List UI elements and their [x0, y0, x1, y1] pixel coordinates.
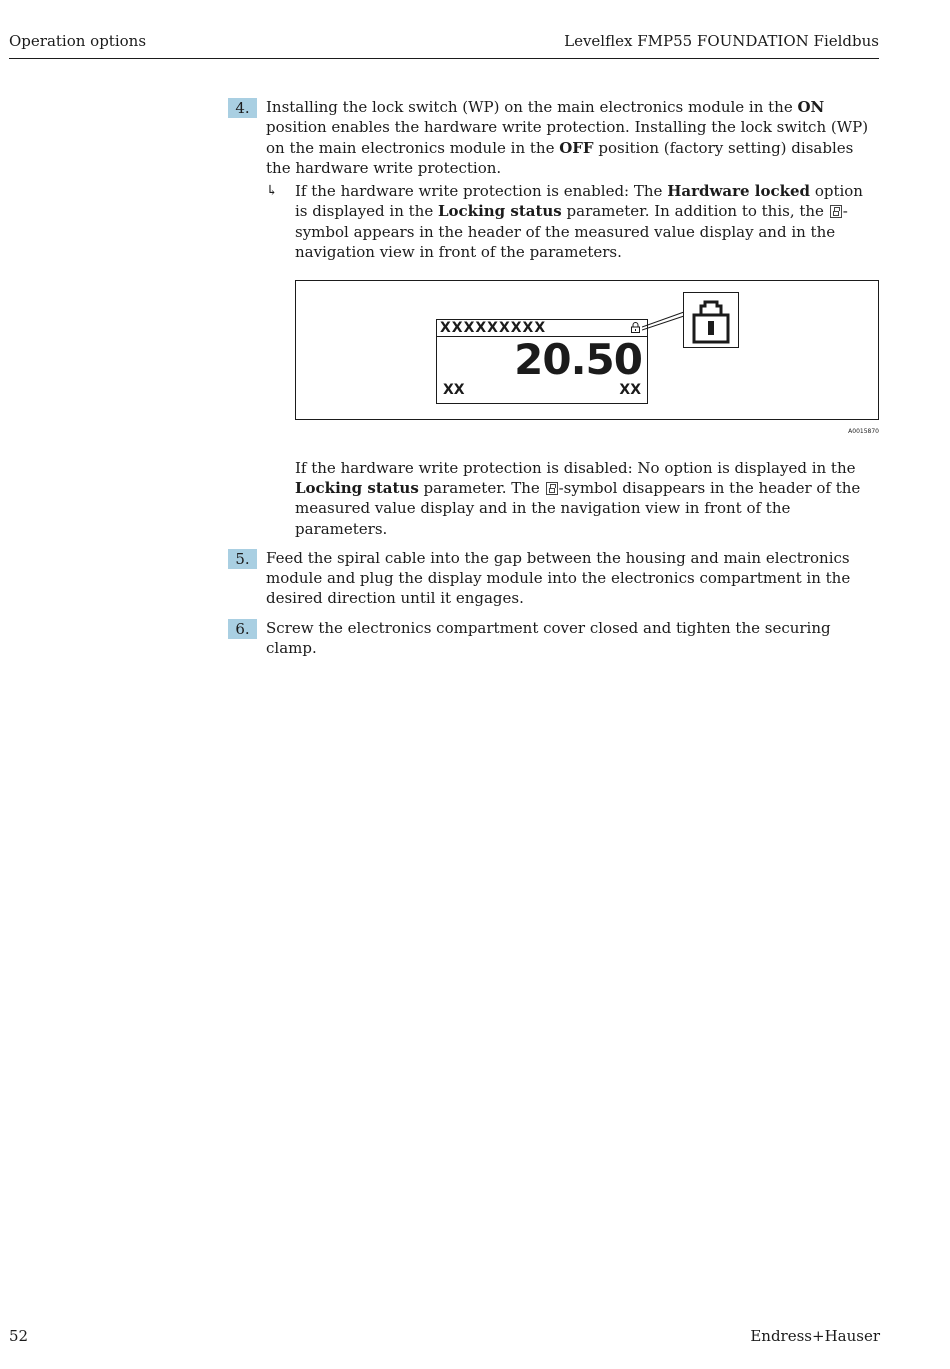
- step-5: [228, 548, 880, 609]
- locking-status-parameter: Locking status: [437, 202, 562, 221]
- document-title: Levelflex FMP55 FOUNDATION Fieldbus: [564, 32, 879, 50]
- figure-id: A0015870: [848, 428, 879, 436]
- step-6: [228, 618, 880, 659]
- step-text: Screw the electronics compartment cover closed and tighten the securing clamp.: [266, 618, 831, 658]
- step-result: ↳ If the hardware write protection is enabled: The Hardware locked option is displayed in the Locking status parameter. In addition to this, the -symbol appears in the header of the measured value display and in the navigation view in front of the parameters.: [266, 182, 863, 262]
- header-lock-icon: [631, 322, 640, 333]
- unit-left: XX: [443, 382, 465, 399]
- display-title: XXXXXXXXX: [440, 320, 547, 337]
- hardware-locked-option: Hardware locked: [667, 182, 811, 201]
- page-number: 52: [9, 1327, 29, 1345]
- main-content: [228, 97, 880, 667]
- measured-value: 20.50: [514, 335, 642, 385]
- step-text: Feed the spiral cable into the gap between the housing and main electronics module and plug the display module into the electronics compartment in the desired direction until it engages.: [266, 548, 851, 608]
- locking-status-parameter: Locking status: [295, 478, 419, 497]
- on-keyword: ON: [797, 98, 825, 116]
- lock-callout: [683, 292, 739, 348]
- step-number: 5.: [228, 549, 257, 569]
- disabled-protection-paragraph: If the hardware write protection is disabled: No option is displayed in the Locking status parameter. The -symbol disappears in the header of the measured value display and in the navigation view in front of the parameters.: [295, 458, 861, 538]
- step-number: 4.: [228, 98, 257, 118]
- brand-name: Endress+Hauser: [750, 1327, 880, 1345]
- lock-symbol-icon: [546, 482, 558, 495]
- unit-right: XX: [619, 382, 641, 399]
- measured-value-display: [436, 319, 648, 404]
- step-text: Installing the lock switch (WP) on the main electronics module in the ON position enables the hardware write protection. Installing the lock switch (WP) on the main electronics module in the OFF position (factory setting) disables the hardware write protection.: [266, 98, 869, 177]
- result-arrow-icon: ↳: [266, 183, 278, 200]
- step-number: 6.: [228, 619, 257, 639]
- off-keyword: OFF: [559, 138, 594, 157]
- display-figure: [295, 280, 879, 420]
- lock-symbol-icon: [830, 205, 842, 218]
- step-4: [228, 97, 880, 539]
- section-title: Operation options: [9, 32, 147, 50]
- page-header: [9, 30, 879, 59]
- lock-icon: [690, 296, 732, 344]
